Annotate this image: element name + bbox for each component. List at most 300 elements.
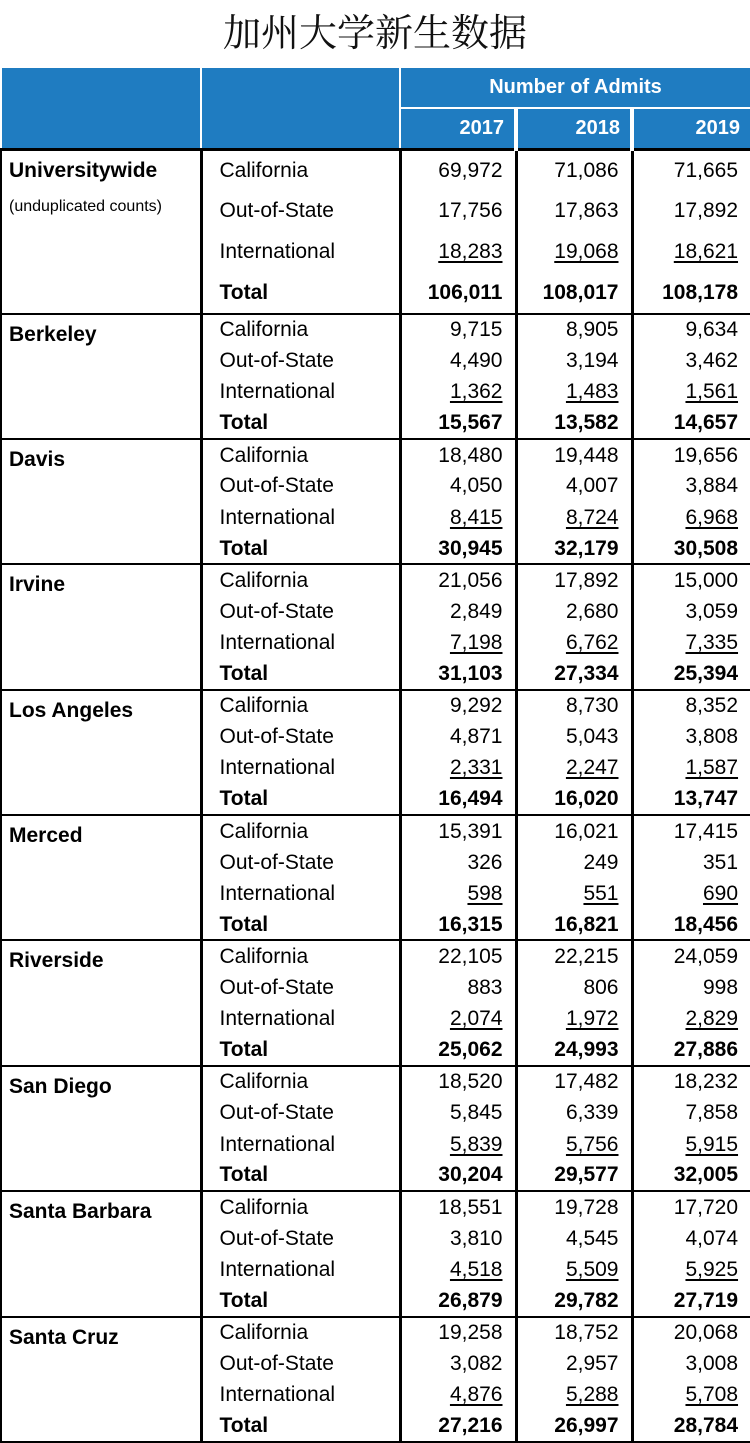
- value-cell-2017: [400, 1317, 516, 1348]
- value-cell-2017: [400, 940, 516, 971]
- value-cell-2019: [632, 940, 750, 971]
- value-cell-2018: [516, 149, 632, 190]
- value-text: 5,288: [565, 1383, 619, 1407]
- value-text: 16,494: [438, 787, 503, 811]
- value-text: 18,480: [438, 443, 503, 467]
- value-cell-2017: [400, 190, 516, 231]
- row-category: Total: [201, 1411, 400, 1442]
- value-cell-2017: [400, 909, 516, 940]
- value-text: 16,821: [554, 912, 619, 936]
- value-cell-2017: [400, 272, 516, 313]
- value-cell-2017: [400, 1160, 516, 1191]
- value-cell-2017: [400, 1379, 516, 1410]
- value-cell-2018: [516, 846, 632, 877]
- value-text: 19,728: [554, 1195, 619, 1219]
- table-row: [1, 564, 750, 595]
- value-text: 4,518: [449, 1257, 503, 1281]
- value-text: 4,074: [685, 1226, 739, 1250]
- value-cell-2019: [632, 846, 750, 877]
- campus-label: Riverside: [9, 949, 104, 973]
- row-category: Total: [201, 1285, 400, 1316]
- value-cell-2017: [400, 345, 516, 376]
- value-cell-2019: [632, 627, 750, 658]
- value-text: 25,062: [438, 1038, 503, 1062]
- table-header: [1, 67, 750, 149]
- value-cell-2018: [516, 272, 632, 313]
- value-cell-2017: [400, 1254, 516, 1285]
- value-cell-2018: [516, 470, 632, 501]
- value-text: 22,105: [438, 945, 503, 969]
- value-text: 2,331: [449, 756, 503, 780]
- value-cell-2019: [632, 1348, 750, 1379]
- value-cell-2018: [516, 1034, 632, 1065]
- value-cell-2018: [516, 1222, 632, 1253]
- value-text: 1,561: [685, 380, 739, 404]
- row-category: California: [201, 1317, 400, 1348]
- value-text: 249: [583, 850, 619, 874]
- value-cell-2018: [516, 408, 632, 439]
- campus-label: Berkeley: [9, 322, 97, 346]
- value-text: 24,059: [673, 945, 739, 969]
- row-category: California: [201, 815, 400, 846]
- value-cell-2017: [400, 752, 516, 783]
- value-text: 2,247: [565, 756, 619, 780]
- campus-label: Merced: [9, 824, 83, 847]
- value-text: 30,508: [673, 536, 739, 560]
- value-text: 3,810: [449, 1226, 503, 1250]
- row-category: Total: [201, 909, 400, 940]
- table-row: [1, 149, 750, 190]
- value-cell-2018: [516, 502, 632, 533]
- value-text: 17,415: [673, 819, 739, 843]
- value-cell-2017: [400, 784, 516, 815]
- row-category: International: [201, 231, 400, 272]
- value-cell-2017: [400, 878, 516, 909]
- campus-label: Davis: [9, 447, 66, 471]
- value-cell-2018: [516, 1254, 632, 1285]
- value-text: 2,680: [565, 599, 619, 623]
- value-text: 69,972: [438, 158, 503, 182]
- value-cell-2017: [400, 314, 516, 345]
- header-number-of-admits: Number of Admits: [400, 67, 750, 108]
- row-category: International: [201, 752, 400, 783]
- value-cell-2017: [400, 1348, 516, 1379]
- campus-name: [1, 1191, 201, 1316]
- row-category: International: [201, 1379, 400, 1410]
- value-cell-2017: [400, 439, 516, 470]
- value-text: 8,724: [565, 505, 619, 529]
- value-text: 8,905: [565, 318, 619, 342]
- header-blank-campus: [1, 67, 201, 149]
- value-text: 17,756: [438, 199, 503, 223]
- value-cell-2019: [632, 1191, 750, 1222]
- value-text: 1,483: [565, 380, 619, 404]
- row-category: Out-of-State: [201, 721, 400, 752]
- value-cell-2017: [400, 1097, 516, 1128]
- value-cell-2017: [400, 149, 516, 190]
- table-body: [1, 149, 750, 1442]
- value-cell-2017: [400, 721, 516, 752]
- value-text: 22,215: [554, 945, 619, 969]
- value-cell-2018: [516, 784, 632, 815]
- value-text: 28,784: [673, 1414, 739, 1438]
- value-cell-2018: [516, 627, 632, 658]
- row-category: California: [201, 1066, 400, 1097]
- value-text: 18,456: [673, 912, 739, 936]
- row-category: Total: [201, 272, 400, 313]
- value-cell-2019: [632, 502, 750, 533]
- value-text: 13,747: [673, 787, 739, 811]
- value-cell-2019: [632, 1317, 750, 1348]
- value-cell-2018: [516, 1066, 632, 1097]
- value-text: 32,179: [554, 536, 619, 560]
- value-cell-2018: [516, 658, 632, 689]
- row-category: Out-of-State: [201, 1097, 400, 1128]
- row-category: International: [201, 502, 400, 533]
- value-text: 1,972: [565, 1007, 619, 1031]
- value-text: 1,587: [685, 756, 739, 780]
- value-text: 30,204: [438, 1163, 503, 1187]
- value-cell-2018: [516, 439, 632, 470]
- value-cell-2018: [516, 721, 632, 752]
- value-text: 30,945: [438, 536, 503, 560]
- row-category: California: [201, 149, 400, 190]
- value-cell-2018: [516, 1411, 632, 1442]
- value-text: 27,886: [673, 1038, 739, 1062]
- value-text: 17,892: [554, 568, 619, 592]
- page-title: 加州大学新生数据: [222, 11, 527, 55]
- campus-name: [1, 690, 201, 815]
- value-cell-2018: [516, 231, 632, 272]
- value-text: 17,720: [673, 1195, 739, 1219]
- value-cell-2018: [516, 1003, 632, 1034]
- value-cell-2019: [632, 784, 750, 815]
- row-category: Out-of-State: [201, 470, 400, 501]
- row-category: Total: [201, 784, 400, 815]
- value-cell-2019: [632, 345, 750, 376]
- value-text: 806: [583, 975, 619, 999]
- value-cell-2019: [632, 149, 750, 190]
- value-text: 6,762: [565, 631, 619, 655]
- value-text: 690: [702, 881, 739, 905]
- value-text: 8,352: [685, 694, 739, 718]
- value-text: 21,056: [438, 568, 503, 592]
- value-cell-2019: [632, 658, 750, 689]
- value-text: 4,050: [449, 474, 503, 498]
- table-row: [1, 1066, 750, 1097]
- value-text: 15,000: [673, 568, 739, 592]
- value-text: 5,845: [449, 1101, 503, 1125]
- value-cell-2019: [632, 564, 750, 595]
- value-cell-2018: [516, 1285, 632, 1316]
- value-cell-2017: [400, 1191, 516, 1222]
- value-text: 3,082: [449, 1352, 503, 1376]
- row-category: International: [201, 1128, 400, 1159]
- value-cell-2018: [516, 1097, 632, 1128]
- value-text: 18,232: [673, 1070, 739, 1094]
- value-cell-2019: [632, 690, 750, 721]
- value-text: 2,849: [449, 599, 503, 623]
- value-cell-2019: [632, 439, 750, 470]
- value-cell-2018: [516, 815, 632, 846]
- value-cell-2017: [400, 1411, 516, 1442]
- value-cell-2019: [632, 314, 750, 345]
- value-text: 2,074: [449, 1007, 503, 1031]
- table-row: [1, 314, 750, 345]
- value-cell-2017: [400, 470, 516, 501]
- value-cell-2017: [400, 690, 516, 721]
- value-text: 18,621: [673, 240, 739, 264]
- value-text: 3,059: [685, 599, 739, 623]
- value-text: 27,334: [554, 661, 619, 685]
- value-text: 3,194: [565, 349, 619, 373]
- value-cell-2019: [632, 815, 750, 846]
- table-row: [1, 940, 750, 971]
- value-text: 3,008: [685, 1352, 739, 1376]
- value-text: 16,021: [554, 819, 619, 843]
- value-text: 26,997: [554, 1414, 619, 1438]
- row-category: International: [201, 376, 400, 407]
- value-text: 18,752: [554, 1321, 619, 1345]
- value-cell-2018: [516, 940, 632, 971]
- value-text: 5,509: [565, 1257, 619, 1281]
- value-cell-2017: [400, 533, 516, 564]
- value-text: 17,863: [554, 199, 619, 223]
- value-text: 29,782: [554, 1288, 619, 1312]
- table-row: [1, 1191, 750, 1222]
- row-category: Total: [201, 408, 400, 439]
- value-cell-2018: [516, 314, 632, 345]
- value-text: 17,482: [554, 1070, 619, 1094]
- value-cell-2019: [632, 1003, 750, 1034]
- value-text: 9,634: [685, 318, 739, 342]
- value-cell-2019: [632, 1160, 750, 1191]
- value-text: 18,520: [438, 1070, 503, 1094]
- campus-name: [1, 314, 201, 439]
- value-cell-2018: [516, 533, 632, 564]
- value-text: 7,198: [449, 631, 503, 655]
- value-cell-2018: [516, 596, 632, 627]
- value-cell-2019: [632, 408, 750, 439]
- admits-table: [0, 66, 750, 1443]
- value-text: 19,068: [554, 240, 619, 264]
- campus-name: [1, 1317, 201, 1443]
- value-cell-2018: [516, 345, 632, 376]
- row-category: International: [201, 1254, 400, 1285]
- value-cell-2018: [516, 190, 632, 231]
- campus-name: [1, 149, 201, 314]
- value-text: 27,216: [438, 1414, 503, 1438]
- value-text: 6,968: [685, 505, 739, 529]
- value-text: 3,884: [685, 474, 739, 498]
- campus-label: San Diego: [9, 1074, 112, 1098]
- row-category: Out-of-State: [201, 345, 400, 376]
- row-category: Out-of-State: [201, 846, 400, 877]
- row-category: California: [201, 439, 400, 470]
- value-cell-2019: [632, 1066, 750, 1097]
- value-cell-2017: [400, 564, 516, 595]
- value-text: 71,086: [554, 158, 619, 182]
- header-year-2019: 2019: [632, 108, 750, 149]
- table-row: [1, 439, 750, 470]
- value-text: 4,490: [449, 349, 503, 373]
- campus-name: [1, 439, 201, 564]
- value-text: 7,335: [685, 631, 739, 655]
- value-text: 4,876: [449, 1383, 503, 1407]
- value-cell-2019: [632, 190, 750, 231]
- value-text: 108,178: [662, 280, 739, 304]
- value-cell-2019: [632, 1379, 750, 1410]
- value-cell-2019: [632, 1097, 750, 1128]
- value-cell-2019: [632, 1254, 750, 1285]
- value-text: 5,925: [685, 1257, 739, 1281]
- row-category: International: [201, 1003, 400, 1034]
- value-cell-2019: [632, 1222, 750, 1253]
- value-cell-2017: [400, 408, 516, 439]
- value-cell-2018: [516, 564, 632, 595]
- value-cell-2019: [632, 1285, 750, 1316]
- row-category: Total: [201, 658, 400, 689]
- value-text: 7,858: [685, 1101, 739, 1125]
- value-text: 326: [467, 850, 503, 874]
- value-text: 551: [583, 881, 619, 905]
- table-row: [1, 1317, 750, 1348]
- value-cell-2018: [516, 972, 632, 1003]
- row-category: Total: [201, 533, 400, 564]
- row-category: International: [201, 878, 400, 909]
- value-cell-2019: [632, 376, 750, 407]
- value-text: 598: [467, 881, 503, 905]
- value-cell-2019: [632, 909, 750, 940]
- value-text: 3,462: [685, 349, 739, 373]
- value-cell-2017: [400, 1066, 516, 1097]
- campus-name: [1, 564, 201, 689]
- value-text: 5,915: [685, 1132, 739, 1156]
- table-row: [1, 815, 750, 846]
- value-text: 4,545: [565, 1226, 619, 1250]
- value-text: 15,391: [438, 819, 503, 843]
- value-text: 5,839: [449, 1132, 503, 1156]
- campus-label: Los Angeles: [9, 698, 134, 722]
- value-text: 5,043: [565, 725, 619, 749]
- row-category: California: [201, 564, 400, 595]
- value-cell-2019: [632, 596, 750, 627]
- value-cell-2017: [400, 1222, 516, 1253]
- header-blank-category: [201, 67, 400, 149]
- value-cell-2017: [400, 972, 516, 1003]
- value-cell-2018: [516, 1317, 632, 1348]
- value-text: 4,871: [449, 725, 503, 749]
- value-text: 17,892: [673, 199, 739, 223]
- value-text: 2,957: [565, 1352, 619, 1376]
- value-cell-2017: [400, 231, 516, 272]
- value-text: 25,394: [673, 661, 739, 685]
- row-category: Out-of-State: [201, 190, 400, 231]
- value-cell-2017: [400, 1285, 516, 1316]
- value-text: 15,567: [438, 411, 503, 435]
- value-cell-2019: [632, 231, 750, 272]
- value-text: 13,582: [554, 411, 619, 435]
- value-cell-2019: [632, 272, 750, 313]
- value-cell-2017: [400, 846, 516, 877]
- row-category: Out-of-State: [201, 1222, 400, 1253]
- value-cell-2017: [400, 815, 516, 846]
- value-text: 351: [702, 850, 739, 874]
- row-category: California: [201, 940, 400, 971]
- value-text: 19,258: [438, 1321, 503, 1345]
- value-text: 9,715: [449, 318, 503, 342]
- value-text: 5,756: [565, 1132, 619, 1156]
- value-text: 32,005: [673, 1163, 739, 1187]
- value-text: 883: [467, 975, 503, 999]
- value-text: 20,068: [673, 1321, 739, 1345]
- value-text: 106,011: [427, 280, 503, 304]
- row-category: Out-of-State: [201, 596, 400, 627]
- value-text: 14,657: [673, 411, 739, 435]
- value-text: 108,017: [542, 280, 619, 304]
- value-text: 71,665: [673, 158, 739, 182]
- row-category: California: [201, 1191, 400, 1222]
- value-text: 4,007: [565, 474, 619, 498]
- row-category: Total: [201, 1160, 400, 1191]
- value-cell-2017: [400, 1003, 516, 1034]
- campus-note: (unduplicated counts): [9, 197, 162, 215]
- value-cell-2018: [516, 878, 632, 909]
- campus-label: Santa Barbara: [9, 1200, 152, 1224]
- value-text: 26,879: [438, 1288, 503, 1312]
- value-cell-2017: [400, 376, 516, 407]
- value-cell-2019: [632, 752, 750, 783]
- value-cell-2018: [516, 376, 632, 407]
- row-category: Total: [201, 1034, 400, 1065]
- value-text: 19,448: [554, 443, 619, 467]
- row-category: California: [201, 314, 400, 345]
- value-cell-2017: [400, 596, 516, 627]
- value-text: 24,993: [554, 1038, 619, 1062]
- value-cell-2019: [632, 470, 750, 501]
- value-cell-2018: [516, 690, 632, 721]
- value-cell-2017: [400, 502, 516, 533]
- row-category: California: [201, 690, 400, 721]
- value-cell-2019: [632, 878, 750, 909]
- value-text: 9,292: [449, 694, 503, 718]
- value-text: 29,577: [554, 1163, 619, 1187]
- value-text: 5,708: [685, 1383, 739, 1407]
- table-row: [1, 690, 750, 721]
- value-text: 18,551: [438, 1195, 503, 1219]
- value-text: 16,020: [554, 787, 619, 811]
- header-year-2018: 2018: [516, 108, 632, 149]
- value-cell-2018: [516, 1160, 632, 1191]
- value-cell-2019: [632, 972, 750, 1003]
- value-text: 998: [702, 975, 739, 999]
- value-text: 1,362: [449, 380, 503, 404]
- campus-label: Santa Cruz: [9, 1325, 119, 1349]
- value-cell-2018: [516, 752, 632, 783]
- value-text: 6,339: [565, 1101, 619, 1125]
- value-cell-2017: [400, 627, 516, 658]
- value-cell-2019: [632, 533, 750, 564]
- campus-label: Irvine: [9, 573, 66, 597]
- value-cell-2018: [516, 909, 632, 940]
- value-text: 8,730: [565, 694, 619, 718]
- value-cell-2018: [516, 1348, 632, 1379]
- campus-name: [1, 940, 201, 1065]
- value-text: 19,656: [673, 443, 739, 467]
- value-text: 2,829: [685, 1007, 739, 1031]
- campus-name: [1, 815, 201, 940]
- row-category: Out-of-State: [201, 1348, 400, 1379]
